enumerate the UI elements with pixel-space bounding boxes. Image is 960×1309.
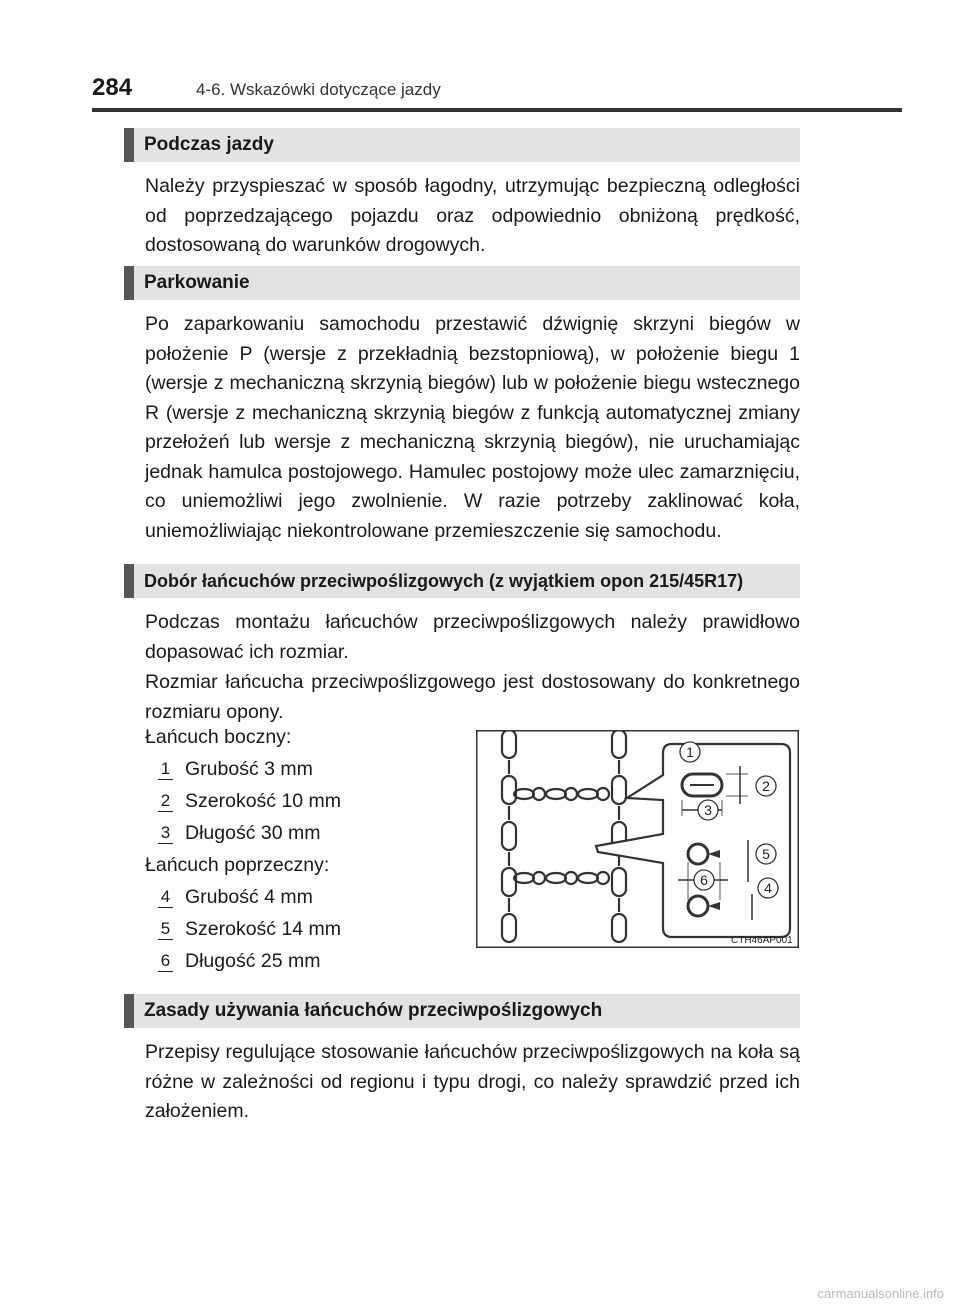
spec-number: 5 [158, 919, 173, 940]
spec-number: 6 [158, 951, 173, 972]
section-heading-chain-selection: Dobór łańcuchów przeciwpoślizgowych (z wyjątkiem opon 215/45R17) [124, 564, 800, 598]
section-heading-parking: Parkowanie [124, 266, 800, 300]
spec-item [158, 786, 341, 816]
spec-item [158, 754, 313, 784]
figure-code: CTH46AP001 [731, 935, 793, 946]
cross-chain-label: Łańcuch poprzeczny: [145, 854, 330, 876]
footer-watermark: carmanualsonline.info [817, 1286, 944, 1301]
spec-text: Szerokość 14 mm [185, 918, 342, 940]
spec-item [158, 818, 320, 848]
paragraph-driving: Należy przyspieszać w sposób łagodny, utrzymując bezpieczną odległości od poprzedzającego pojazdu oraz odpowiednio obniżoną prędkość, dostosowaną do warunków drogowych. [145, 175, 800, 256]
spec-number: 1 [158, 759, 173, 780]
chapter-title: 4-6. Wskazówki dotyczące jazdy [196, 80, 441, 99]
paragraph-parking: Po zaparkowaniu samochodu przestawić dźwignię skrzyni biegów w położenie P (wersje z przekładnią bezstopniową), w położenie biegu 1 (wersje z mechaniczną skrzynią biegów) lub w położenie biegu wstecznego R (wersje z mechaniczną skrzynią biegów z funkcją automatycznej zmiany przełożeń lub wersje z mechaniczną skrzynią biegów), nie uruchamiając jednak hamulca postojowego. Hamulec postojowy może ulec zamarznięciu, co uniemożliwi jego zwolnienie. W razie potrzeby zaklinować koła, uniemożliwiając niekontrolowane przemieszczenie się samochodu. [145, 313, 800, 542]
callout-1: 1 [686, 744, 694, 760]
side-chain-label: Łańcuch boczny: [145, 726, 292, 748]
section-heading-chain-rules: Zasady używania łańcuchów przeciwpoślizgowych [124, 994, 800, 1028]
spec-text: Grubość 4 mm [185, 886, 313, 908]
spec-item [158, 946, 320, 976]
spec-number: 2 [158, 791, 173, 812]
spec-text: Grubość 3 mm [185, 758, 313, 780]
spec-text: Długość 30 mm [185, 822, 321, 844]
paragraph-chain-size: Rozmiar łańcucha przeciwpoślizgowego jest dostosowany do konkretnego rozmiaru opony. [145, 671, 800, 723]
callout-6: 6 [700, 872, 708, 888]
callout-4: 4 [764, 880, 772, 896]
spec-text: Długość 25 mm [185, 950, 321, 972]
paragraph-chain-fit: Podczas montażu łańcuchów przeciwpoślizgowych należy prawidłowo dopasować ich rozmiar. [145, 611, 800, 663]
paragraph-chain-rules: Przepisy regulujące stosowanie łańcuchów przeciwpoślizgowych na koła są różne w zależności od regionu i typu drogi, co należy sprawdzić przed ich założeniem. [145, 1041, 800, 1122]
spec-item [158, 914, 341, 944]
callout-3: 3 [704, 802, 712, 818]
callout-2: 2 [762, 778, 770, 794]
spec-number: 3 [158, 823, 173, 844]
page-number: 284 [92, 74, 133, 101]
spec-item [158, 882, 313, 912]
header-rule [92, 108, 902, 112]
spec-number: 4 [158, 887, 173, 908]
snow-chain-figure [476, 730, 799, 948]
section-heading-driving: Podczas jazdy [124, 128, 800, 162]
callout-5: 5 [762, 846, 770, 862]
spec-text: Szerokość 10 mm [185, 790, 342, 812]
